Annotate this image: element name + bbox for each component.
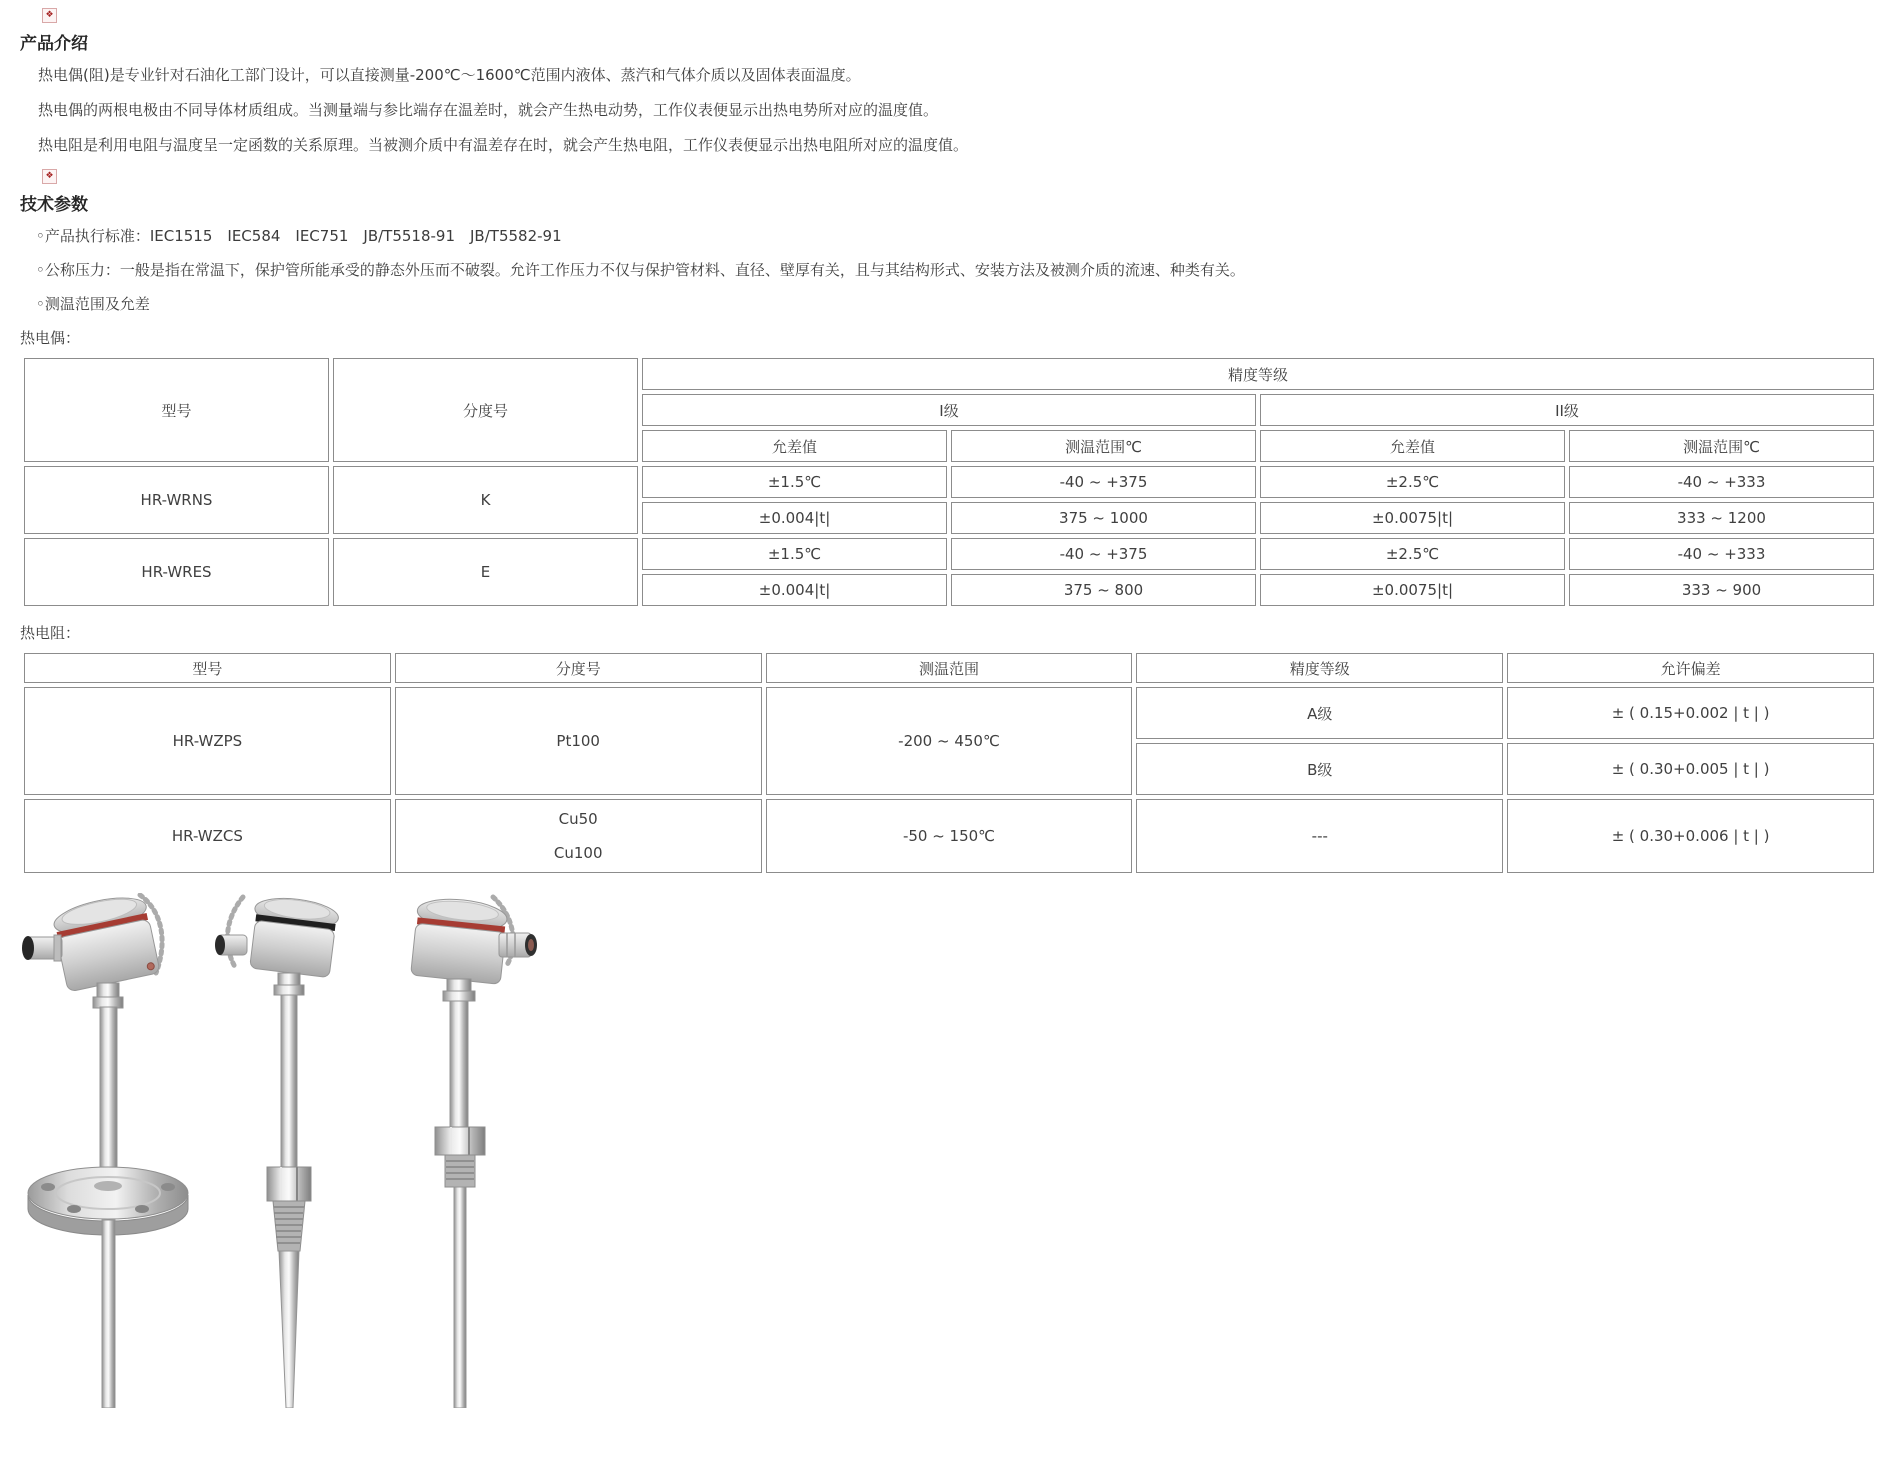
header-tolerance-1: 允差值 — [642, 430, 947, 462]
cell-range: 375 ~ 800 — [951, 574, 1256, 606]
tech-heading: 技术参数 — [20, 195, 88, 215]
header-model: 型号 — [24, 358, 329, 462]
table-row — [24, 538, 1874, 570]
table-row — [24, 466, 1874, 498]
cell-deviation: ± ( 0.30+0.005 | t | ) — [1507, 743, 1874, 795]
marker-glyph: ❖ — [45, 10, 54, 20]
rtd-table-caption: 热电阻： — [20, 624, 81, 642]
tech-bullet-pressure: ◦公称压力：一般是指在常温下，保护管所能承受的静态外压而不破裂。允许工作压力不仅与保护管材料、直径、壁厚有关，且与其结构形式、安装方法及被测介质的流速、种类有关。 — [36, 261, 1245, 279]
product-image-flange-thermocouple — [20, 893, 195, 1408]
cell-range: -40 ~ +333 — [1569, 538, 1874, 570]
cell-tolerance: ±0.004|t| — [642, 502, 947, 534]
cell-class: B级 — [1136, 743, 1503, 795]
table-row — [24, 799, 1874, 873]
cell-tolerance: ±2.5℃ — [1260, 466, 1565, 498]
cell-graduation: E — [333, 538, 638, 606]
cell-model: HR-WZPS — [24, 687, 391, 795]
header-range-1: 测温范围℃ — [951, 430, 1256, 462]
cell-graduation: K — [333, 466, 638, 534]
product-image-nut-thread-thermocouple — [381, 893, 551, 1408]
cell-tolerance: ±1.5℃ — [642, 466, 947, 498]
cell-range: -50 ~ 150℃ — [766, 799, 1133, 873]
header-class-1: I级 — [642, 394, 1256, 426]
cell-range: 333 ~ 900 — [1569, 574, 1874, 606]
header-range-2: 测温范围℃ — [1569, 430, 1874, 462]
cell-model: HR-WRES — [24, 538, 329, 606]
cell-tolerance: ±0.0075|t| — [1260, 502, 1565, 534]
intro-paragraph-3: 热电阻是利用电阻与温度呈一定函数的关系原理。当被测介质中有温差存在时，就会产生热电阻，工作仪表便显示出热电阻所对应的温度值。 — [38, 136, 969, 154]
table-row — [24, 653, 1874, 683]
header-accuracy-class: 精度等级 — [642, 358, 1874, 390]
cell-range: -40 ~ +333 — [1569, 466, 1874, 498]
marker-glyph: ❖ — [45, 171, 54, 181]
cell-graduation — [395, 799, 762, 873]
intro-heading: 产品介绍 — [20, 34, 88, 54]
cell-deviation: ± ( 0.15+0.002 | t | ) — [1507, 687, 1874, 739]
table-row — [24, 358, 1874, 390]
graduation-line-2: Cu100 — [553, 844, 603, 862]
cell-range: -40 ~ +375 — [951, 466, 1256, 498]
cell-range: 375 ~ 1000 — [951, 502, 1256, 534]
section-marker-icon — [42, 8, 57, 23]
graduation-line-1: Cu50 — [558, 810, 598, 828]
header-graduation: 分度号 — [395, 653, 762, 683]
header-model: 型号 — [24, 653, 391, 683]
cell-range: -200 ~ 450℃ — [766, 687, 1133, 795]
cell-tolerance: ±0.0075|t| — [1260, 574, 1565, 606]
table-row — [24, 687, 1874, 739]
section-marker-icon — [42, 169, 57, 184]
cell-deviation: ± ( 0.30+0.006 | t | ) — [1507, 799, 1874, 873]
rtd-table — [20, 649, 1878, 877]
intro-paragraph-1: 热电偶(阻)是专业针对石油化工部门设计，可以直接测量-200℃～1600℃范围内液体、蒸汽和气体介质以及固体表面温度。 — [38, 66, 861, 84]
cell-graduation: Pt100 — [395, 687, 762, 795]
cell-model: HR-WRNS — [24, 466, 329, 534]
header-accuracy-class: 精度等级 — [1136, 653, 1503, 683]
cell-tolerance: ±2.5℃ — [1260, 538, 1565, 570]
cell-class: A级 — [1136, 687, 1503, 739]
header-range: 测温范围 — [766, 653, 1133, 683]
cell-model: HR-WZCS — [24, 799, 391, 873]
header-tolerance-2: 允差值 — [1260, 430, 1565, 462]
tech-bullet-range: ◦测温范围及允差 — [36, 295, 150, 313]
tech-bullet-standards: ◦产品执行标准：IEC1515 IEC584 IEC751 JB/T5518-91 JB/T5582-91 — [36, 227, 562, 245]
cell-range: 333 ~ 1200 — [1569, 502, 1874, 534]
thermocouple-table — [20, 354, 1878, 610]
cell-class: --- — [1136, 799, 1503, 873]
intro-paragraph-2: 热电偶的两根电极由不同导体材质组成。当测量端与参比端存在温差时，就会产生热电动势，工作仪表便显示出热电势所对应的温度值。 — [38, 101, 939, 119]
header-allowed-deviation: 允许偏差 — [1507, 653, 1874, 683]
cell-tolerance: ±1.5℃ — [642, 538, 947, 570]
cell-range: -40 ~ +375 — [951, 538, 1256, 570]
thermocouple-table-caption: 热电偶： — [20, 329, 81, 347]
product-photos — [20, 893, 1884, 1408]
header-graduation: 分度号 — [333, 358, 638, 462]
product-image-taper-thread-thermocouple — [213, 893, 363, 1408]
header-class-2: II级 — [1260, 394, 1874, 426]
cell-tolerance: ±0.004|t| — [642, 574, 947, 606]
